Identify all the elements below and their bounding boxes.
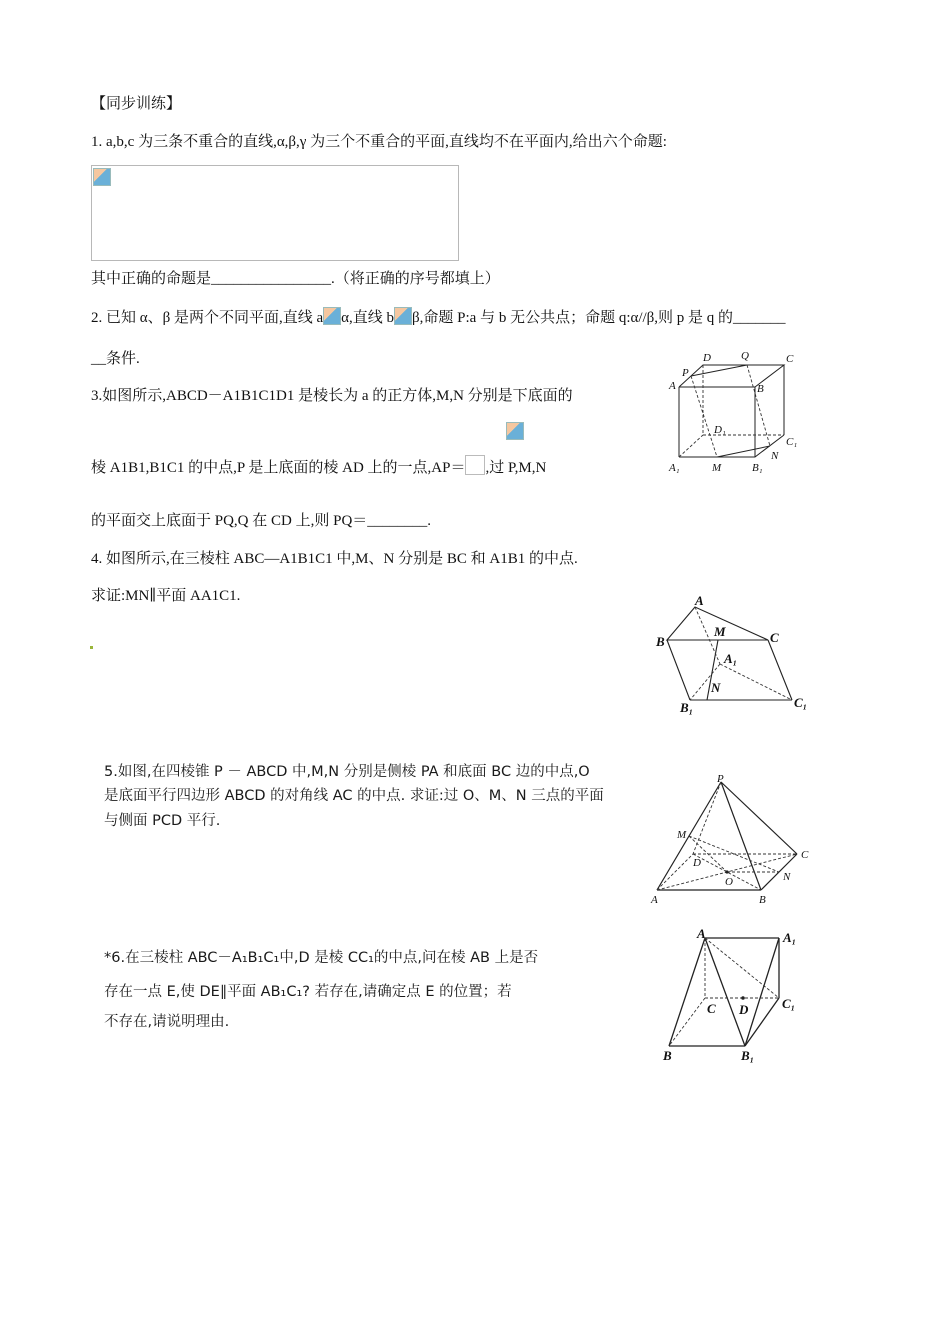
q6-line1: *6.在三棱柱 ABC－A₁B₁C₁中,D 是棱 CC₁的中点,问在棱 AB 上是否	[104, 950, 539, 966]
edge-ab	[669, 938, 705, 1046]
q6-line2: 存在一点 E,使 DE∥平面 AB₁C₁? 若存在,请确定点 E 的位置；若	[104, 984, 512, 1000]
label-B1: B₁	[752, 462, 763, 474]
label-A: A	[669, 380, 676, 392]
section-line-pq	[691, 365, 747, 376]
label-C: C	[801, 849, 809, 861]
label-D: D	[693, 857, 701, 869]
label-Q: Q	[741, 350, 749, 362]
cube-figure	[660, 345, 810, 480]
pyramid-figure	[645, 772, 820, 907]
q3-line2a: 棱 A1B1,B1C1 的中点,P 是上底面的棱 AD 上的一点,AP＝	[91, 460, 466, 476]
label-M: M	[714, 624, 726, 639]
label-P: P	[682, 367, 689, 379]
prism-figure-q6	[655, 922, 815, 1067]
prism-figure-q4	[650, 590, 820, 720]
q1-answer-line: 其中正确的命题是________________.（将正确的序号都填上）	[91, 271, 500, 287]
q4-line2: 求证:MN∥平面 AA1C1.	[91, 588, 241, 604]
label-B1: B₁	[741, 1048, 755, 1063]
label-A: A	[651, 894, 658, 906]
point-o	[725, 870, 728, 873]
prism-edge	[667, 640, 690, 700]
hidden-section-edge	[691, 376, 717, 457]
label-O: O	[725, 876, 733, 888]
prism-edge	[768, 640, 792, 700]
q1-text: 1. a,b,c 为三条不重合的直线,α,β,γ 为三个不重合的平面,直线均不在平面内,给出六个命题:	[91, 134, 667, 150]
label-P: P	[717, 773, 724, 785]
label-B1: B₁	[680, 700, 694, 715]
label-C1: C₁	[786, 436, 798, 448]
hidden-section-edge	[747, 365, 770, 446]
scan-dot	[90, 646, 93, 649]
label-D: D	[739, 1002, 749, 1017]
label-D1: D₁	[714, 424, 726, 436]
fraction-image-icon	[506, 422, 524, 440]
q3-line1: 3.如图所示,ABCD－A1B1C1D1 是棱长为 a 的正方体,M,N 分别是下底面的	[91, 388, 573, 404]
subset-symbol-icon	[394, 307, 412, 325]
label-A1: A₁	[724, 651, 738, 666]
hidden-edge	[720, 664, 792, 700]
subset-symbol-icon	[323, 307, 341, 325]
label-M: M	[677, 829, 687, 841]
section-heading: 【同步训练】	[91, 96, 182, 112]
label-M: M	[712, 462, 722, 474]
q3-line2	[91, 455, 546, 478]
q6-line3: 不存在,请说明理由.	[104, 1014, 230, 1030]
q2-line1	[91, 307, 786, 328]
pyramid-edge-pc	[721, 782, 797, 854]
label-N: N	[771, 450, 779, 462]
label-B: B	[757, 383, 764, 395]
label-A: A	[697, 926, 706, 941]
q5-line2: 是底面平行四边形 ABCD 的对角线 AC 的中点. 求证:过 O、M、N 三点的平面	[104, 788, 604, 804]
broken-image-icon	[93, 168, 111, 186]
label-C: C	[770, 630, 779, 645]
q4-line1: 4. 如图所示,在三棱柱 ABC—A1B1C1 中,M、N 分别是 BC 和 A1B1 的中点.	[91, 551, 578, 567]
point-d	[741, 996, 745, 1000]
label-A1: A₁	[669, 462, 680, 474]
q5-line1: 5.如图,在四棱锥 P － ABCD 中,M,N 分别是侧棱 PA 和底面 BC 边的中点,O	[104, 764, 590, 780]
pyramid-edge-pb	[721, 782, 761, 890]
edge-c1b1	[745, 998, 779, 1046]
label-N: N	[783, 871, 791, 883]
label-B: B	[663, 1048, 672, 1063]
q3-line3: 的平面交上底面于 PQ,Q 在 CD 上,则 PQ＝________.	[91, 513, 432, 529]
q1-image-frame	[91, 165, 459, 261]
label-B: B	[759, 894, 766, 906]
label-C1: C₁	[794, 695, 808, 710]
q3-line2b: ,过 P,M,N	[485, 460, 547, 476]
label-A: A	[695, 593, 704, 608]
q2-part2: α,直线 b	[341, 310, 395, 326]
q5-line3: 与侧面 PCD 平行.	[104, 813, 221, 829]
label-C1: C₁	[782, 996, 796, 1011]
label-D: D	[703, 352, 711, 364]
hidden-edge	[679, 435, 703, 457]
label-A1: A₁	[783, 930, 797, 945]
fraction-placeholder	[465, 455, 485, 475]
q2-part1: 2. 已知 α、β 是两个不同平面,直线 a	[91, 310, 324, 326]
label-C: C	[707, 1001, 716, 1016]
edge-a1b1	[745, 938, 779, 1046]
label-N: N	[711, 680, 721, 695]
hidden-edge-cb	[669, 998, 705, 1046]
q2-line2: __条件.	[91, 351, 140, 367]
q2-part3: β,命题 P:a 与 b 无公共点；命题 q:α//β,则 p 是 q 的_______	[412, 310, 786, 326]
label-C: C	[786, 353, 794, 365]
label-B: B	[656, 634, 665, 649]
